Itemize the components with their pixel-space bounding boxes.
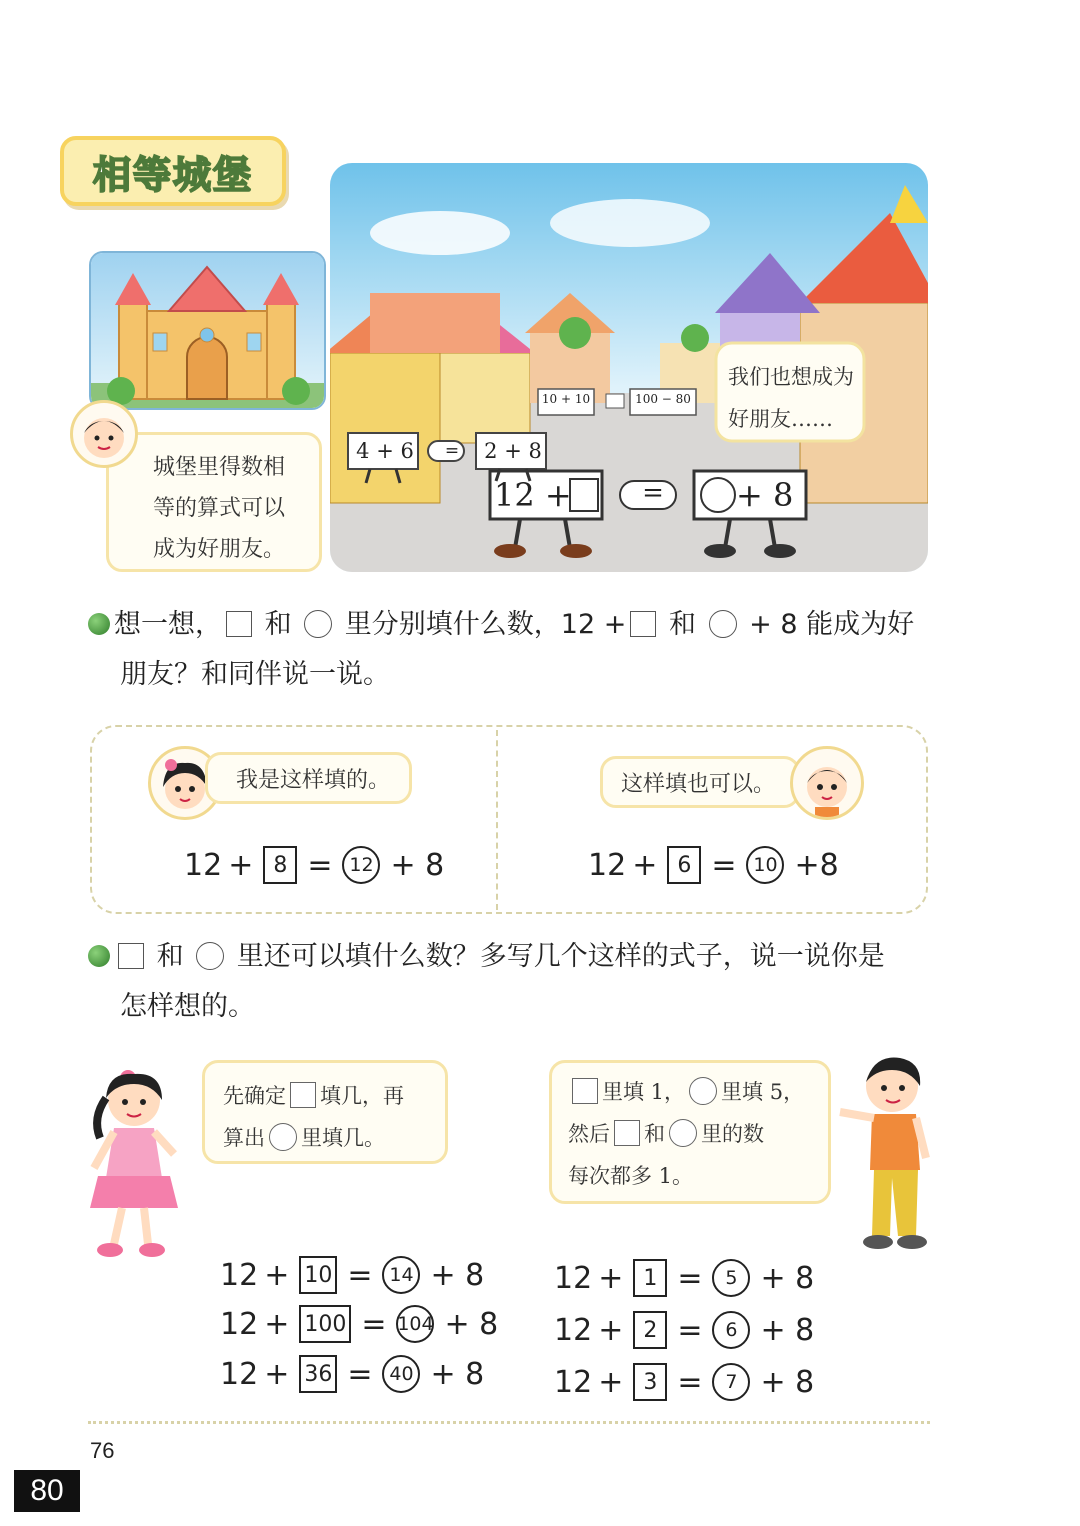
boy-speech-1: 这样填也可以。 [600,756,800,808]
q1-text-a: 想一想， [114,609,222,640]
eq-tail: + 8 [430,1356,485,1392]
eq-plus: + [264,1257,290,1293]
eq-equals: = [347,1257,373,1293]
card-equals-big: = [642,478,664,508]
girl-figure-icon [78,1058,190,1264]
card-circle-plus-8: + 8 [736,476,794,514]
question-2-line-1 [88,932,885,982]
eq-equals: = [347,1356,373,1392]
eq-tail: + 8 [390,847,445,883]
circle-icon [669,1119,697,1147]
eq-tail: + 8 [760,1312,815,1348]
eq-circle-value: 7 [712,1363,750,1401]
card-10-plus-10: 10 + 10 [541,392,591,406]
eq-equals: = [677,1312,703,1348]
castle-illustration [89,251,326,410]
question-1-line-1 [88,600,914,650]
eq-number: 12 [220,1257,259,1293]
girl-speech-text: 先确定 [223,1084,286,1108]
girl-speech-2 [202,1060,448,1164]
castle-icon [91,253,324,408]
eq-number: 12 [220,1306,259,1342]
section-title-text: 相等城堡 [92,152,253,197]
card-2-plus-8: 2 + 8 [484,439,542,463]
friends-speech-line1: 我们也想成为 [728,365,854,389]
circle-icon [269,1123,297,1151]
card-equals-small: = [444,441,460,461]
girl-speech-line-2 [223,1117,445,1159]
example-right-equation [588,846,845,884]
boy-speech-text: 然后 [568,1122,610,1146]
equation-row [554,1311,820,1349]
girl-speech-text: 里填几。 [301,1126,385,1150]
q2-text: 里还可以填什么数？多写几个这样的式子，说一说你是 [236,941,885,972]
girl-speech-text: 填几，再 [320,1084,404,1108]
square-icon [226,611,252,637]
boy-avatar [70,400,138,468]
castle-speech-bubble [106,432,322,572]
eq-box-value: 100 [299,1305,351,1343]
boy-figure-icon [834,1048,936,1256]
equation-row [220,1355,490,1393]
eq-equals: = [677,1364,703,1400]
circle-icon [709,610,737,638]
eq-box-value: 2 [633,1311,667,1349]
eq-plus: + [264,1356,290,1392]
question-1-line-2: 朋友？和同伴说一说。 [120,659,390,690]
section-title [60,136,286,206]
square-icon [572,1078,598,1104]
boy-face-icon [73,403,135,465]
girl-speech-text: 算出 [223,1126,265,1150]
pdf-page-number: 80 [14,1470,80,1512]
boy-avatar-2 [790,746,864,820]
eq-box-value: 1 [633,1259,667,1297]
bullet-icon [88,945,110,967]
boy-speech-text: 里的数 [701,1122,764,1146]
eq-number: 12 [588,847,627,883]
card-100-minus-80: 100 − 80 [635,392,691,406]
eq-box-value: 10 [299,1256,337,1294]
boy-face-icon [793,749,861,817]
equation-row [220,1256,490,1294]
bullet-icon [88,613,110,635]
eq-tail: + 8 [444,1306,499,1342]
eq-number: 12 [554,1312,593,1348]
circle-icon [304,610,332,638]
square-icon [630,611,656,637]
eq-equals: = [307,847,333,883]
boy-speech-line-2 [568,1113,828,1155]
eq-circle-value: 14 [382,1256,420,1294]
eq-tail: + 8 [430,1257,485,1293]
equation-row [554,1259,820,1297]
examples-divider [496,730,498,910]
boy-speech-line-3: 每次都多 1。 [568,1164,694,1188]
eq-plus: + [264,1306,290,1342]
girl-figure [78,1058,190,1264]
eq-circle-value: 40 [382,1355,420,1393]
eq-box-value: 36 [299,1355,337,1393]
boy-speech-text: 和 [644,1122,665,1146]
card-12-plus-box: 12 + [494,476,572,514]
boy-speech-2 [549,1060,831,1204]
question-2-line-2: 怎样想的。 [120,991,255,1022]
q2-and: 和 [156,941,184,972]
q1-text-b: 里分别填什么数，12 + [344,609,627,640]
eq-circle-value: 104 [396,1305,434,1343]
eq-plus: + [598,1260,624,1296]
boy-speech-text: 里填 1， [602,1080,686,1104]
boy-figure [834,1048,936,1256]
eq-equals: = [361,1306,387,1342]
eq-number: 12 [554,1260,593,1296]
eq-number: 12 [220,1356,259,1392]
boy-speech-line-1 [568,1071,828,1113]
eq-plus: + [632,847,658,883]
eq-circle-value: 10 [746,846,784,884]
card-4-plus-6: 4 + 6 [356,439,414,463]
equation-row [554,1363,820,1401]
square-icon [614,1120,640,1146]
circle-icon [689,1077,717,1105]
eq-box-value: 6 [667,846,701,884]
eq-equals: = [711,847,737,883]
eq-circle-value: 6 [712,1311,750,1349]
eq-plus: + [228,847,254,883]
square-icon [118,943,144,969]
boy-speech-text: 里填 5， [721,1080,805,1104]
friends-speech [728,356,854,440]
equation-row [220,1305,504,1343]
square-icon [290,1082,316,1108]
q1-text-c: + 8 能成为好 [749,609,915,640]
book-page-number: 76 [90,1438,115,1463]
example-left-equation [184,846,450,884]
eq-circle-value: 12 [342,846,380,884]
eq-tail: + 8 [760,1364,815,1400]
eq-tail: + 8 [760,1260,815,1296]
q1-and-1: 和 [264,609,292,640]
girl-speech-1: 我是这样填的。 [205,752,412,804]
eq-number: 12 [554,1364,593,1400]
friends-speech-line2: 好朋友…… [728,407,833,431]
circle-icon [196,942,224,970]
q1-and-2: 和 [668,609,696,640]
eq-box-value: 8 [263,846,297,884]
eq-plus: + [598,1364,624,1400]
eq-box-value: 3 [633,1363,667,1401]
eq-number: 12 [184,847,223,883]
footer-rule [88,1421,930,1424]
eq-tail: +8 [794,847,839,883]
eq-circle-value: 5 [712,1259,750,1297]
castle-speech-text: 城堡里得数相等的算式可以成为好朋友。 [153,455,286,562]
eq-equals: = [677,1260,703,1296]
girl-speech-line-1 [223,1075,445,1117]
eq-plus: + [598,1312,624,1348]
